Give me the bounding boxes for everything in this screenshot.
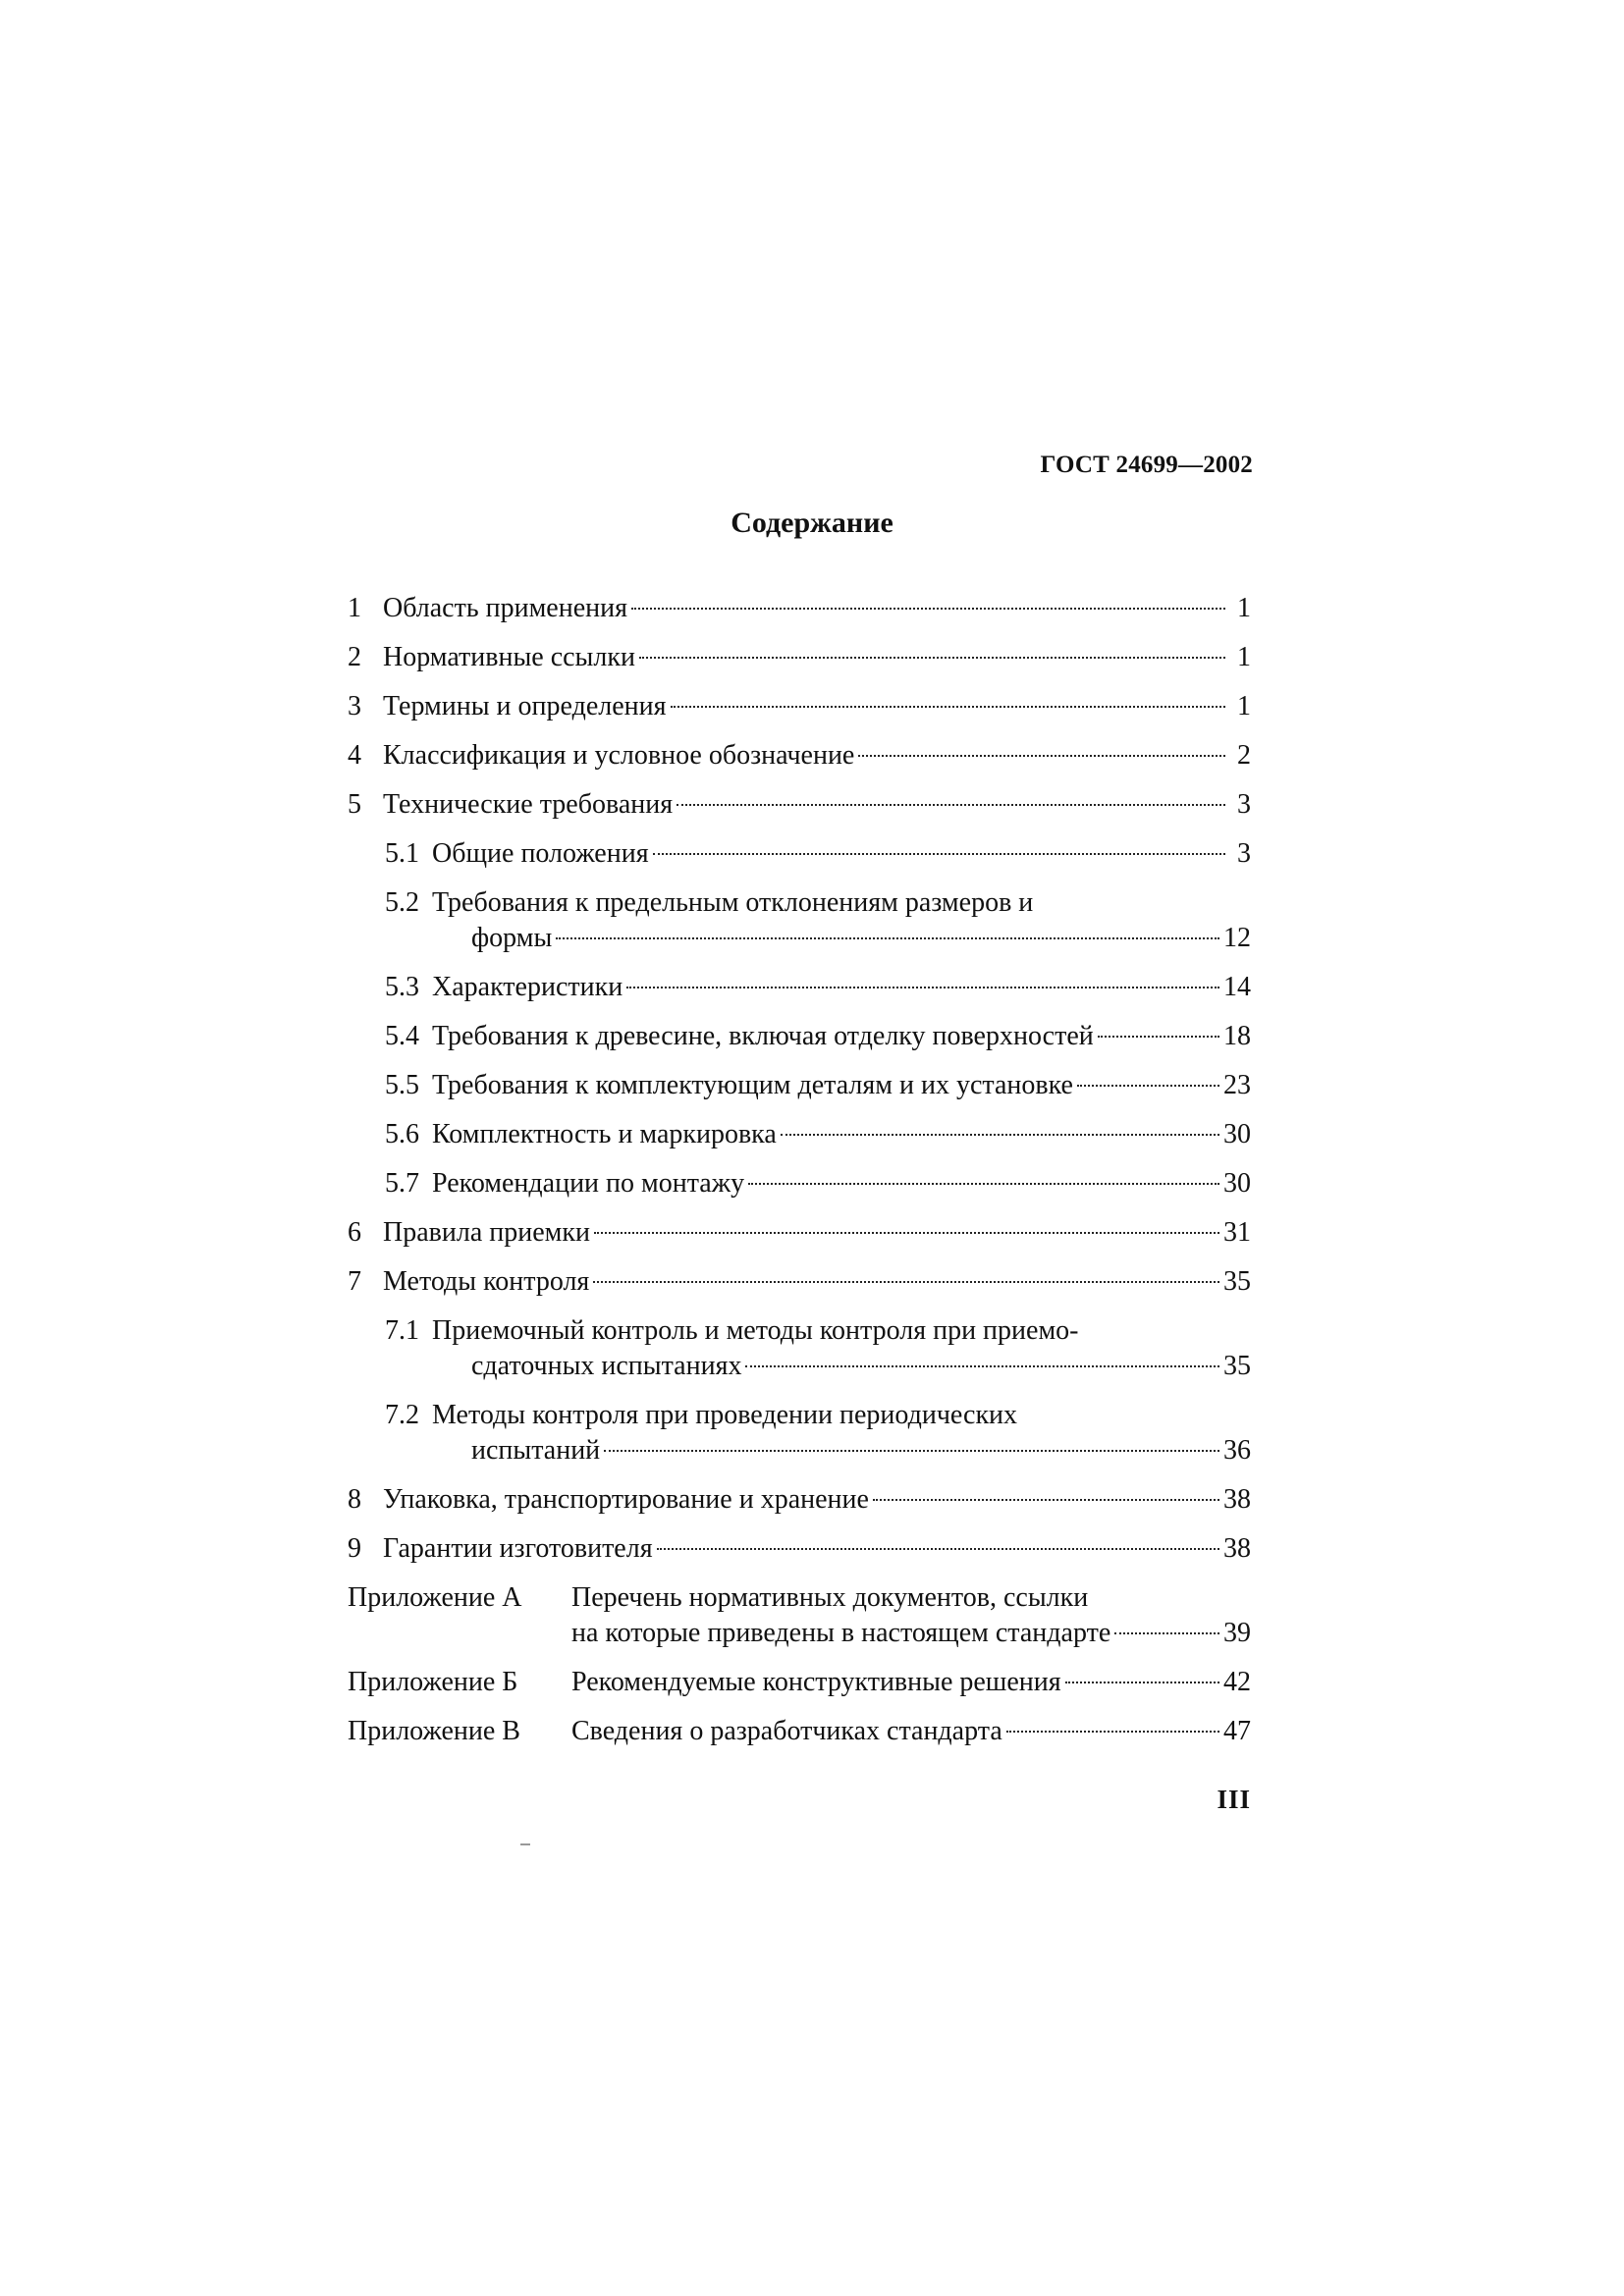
toc-entry-page: 36 [1223, 1435, 1251, 1466]
toc-entry-title: Требования к древесине, включая отделку поверхностей [432, 1021, 1094, 1051]
appendix-label: Приложение А [348, 1582, 522, 1613]
scan-speck [520, 1843, 530, 1845]
toc-entry-number: 8 [348, 1484, 361, 1515]
toc-entry-number: 3 [348, 691, 361, 721]
toc-entry-1[interactable] [348, 584, 1251, 633]
toc-entry-title-line1: Методы контроля при проведении периодических [432, 1400, 1018, 1430]
toc-entry-5-3[interactable] [348, 963, 1251, 1012]
toc-entry-page: 2 [1237, 740, 1251, 771]
toc-entry-number: 5.5 [385, 1070, 419, 1100]
toc-entry-page: 38 [1223, 1484, 1251, 1515]
toc-entry-7-2[interactable] [348, 1391, 1251, 1475]
toc-entry-5-5[interactable] [348, 1061, 1251, 1110]
toc-entry-5-4[interactable] [348, 1012, 1251, 1061]
toc-entry-7[interactable] [348, 1257, 1251, 1307]
page-number: III [1217, 1785, 1251, 1814]
toc-entry-page: 23 [1223, 1070, 1251, 1100]
toc-appendix-v[interactable] [348, 1707, 1251, 1756]
toc-entry-title: Комплектность и маркировка [432, 1119, 777, 1149]
toc-entry-title: Классификация и условное обозначение [383, 740, 855, 771]
toc-entry-2[interactable] [348, 633, 1251, 682]
toc-entry-title: Общие положения [432, 838, 649, 869]
toc-entry-title: Нормативные ссылки [383, 642, 635, 672]
toc-entry-7-1[interactable] [348, 1307, 1251, 1391]
toc-entry-page: 35 [1223, 1266, 1251, 1297]
toc-entry-title-line1: Требования к предельным отклонениям размеров и [432, 887, 1034, 918]
toc-entry-5-2[interactable] [348, 879, 1251, 963]
toc-entry-5-6[interactable] [348, 1110, 1251, 1159]
toc-entry-title: Рекомендации по монтажу [432, 1168, 745, 1199]
toc-entry-number: 7.2 [385, 1400, 419, 1430]
toc-entry-title-line1: Приемочный контроль и методы контроля при приемо- [432, 1315, 1079, 1346]
table-of-contents [348, 584, 1251, 1756]
toc-entry-number: 1 [348, 593, 361, 623]
appendix-page: 42 [1223, 1667, 1251, 1697]
toc-entry-page: 38 [1223, 1533, 1251, 1564]
toc-entry-number: 5.6 [385, 1119, 419, 1149]
appendix-title-line1: Перечень нормативных документов, ссылки [571, 1582, 1089, 1613]
toc-entry-title: Требования к комплектующим деталям и их установке [432, 1070, 1073, 1100]
toc-entry-page: 1 [1237, 593, 1251, 623]
toc-entry-title: Гарантии изготовителя [383, 1533, 653, 1564]
toc-entry-page: 30 [1223, 1119, 1251, 1149]
toc-entry-4[interactable] [348, 731, 1251, 780]
toc-entry-number: 5 [348, 789, 361, 820]
toc-entry-number: 7.1 [385, 1315, 419, 1346]
toc-entry-number: 7 [348, 1266, 361, 1297]
toc-entry-number: 9 [348, 1533, 361, 1564]
document-code: ГОСТ 24699—2002 [1040, 452, 1253, 478]
toc-entry-page: 14 [1223, 972, 1251, 1002]
toc-entry-number: 6 [348, 1217, 361, 1248]
appendix-title-line2: на которые приведены в настоящем стандарте [571, 1618, 1111, 1648]
toc-entry-page: 18 [1223, 1021, 1251, 1051]
toc-entry-number: 5.7 [385, 1168, 419, 1199]
toc-entry-title-line2: формы [471, 923, 553, 953]
appendix-page: 47 [1223, 1716, 1251, 1746]
toc-entry-page: 12 [1223, 923, 1251, 953]
toc-entry-3[interactable] [348, 682, 1251, 731]
toc-entry-title: Правила приемки [383, 1217, 590, 1248]
toc-entry-page: 1 [1237, 691, 1251, 721]
toc-entry-title: Термины и определения [383, 691, 667, 721]
toc-entry-title-line2: сдаточных испытаниях [471, 1351, 742, 1381]
appendix-label: Приложение В [348, 1716, 520, 1746]
toc-entry-title: Методы контроля [383, 1266, 590, 1297]
toc-entry-number: 5.1 [385, 838, 419, 869]
toc-entry-number: 5.2 [385, 887, 419, 918]
toc-entry-5-1[interactable] [348, 829, 1251, 879]
toc-entry-number: 2 [348, 642, 361, 672]
toc-entry-number: 4 [348, 740, 361, 771]
toc-entry-number: 5.3 [385, 972, 419, 1002]
toc-entry-title: Упаковка, транспортирование и хранение [383, 1484, 869, 1515]
toc-entry-title: Характеристики [432, 972, 623, 1002]
toc-entry-page: 30 [1223, 1168, 1251, 1199]
toc-entry-number: 5.4 [385, 1021, 419, 1051]
toc-entry-page: 35 [1223, 1351, 1251, 1381]
toc-entry-5-7[interactable] [348, 1159, 1251, 1208]
toc-entry-9[interactable] [348, 1524, 1251, 1574]
toc-entry-page: 31 [1223, 1217, 1251, 1248]
appendix-page: 39 [1223, 1618, 1251, 1648]
appendix-title: Сведения о разработчиках стандарта [571, 1716, 1002, 1746]
appendix-title: Рекомендуемые конструктивные решения [571, 1667, 1061, 1697]
toc-entry-page: 3 [1237, 838, 1251, 869]
toc-title: Содержание [731, 507, 893, 539]
toc-entry-page: 3 [1237, 789, 1251, 820]
toc-entry-page: 1 [1237, 642, 1251, 672]
toc-entry-title: Область применения [383, 593, 627, 623]
toc-entry-title: Технические требования [383, 789, 674, 820]
appendix-label: Приложение Б [348, 1667, 518, 1697]
toc-entry-title-line2: испытаний [471, 1435, 601, 1466]
toc-appendix-a[interactable] [348, 1574, 1251, 1658]
toc-appendix-b[interactable] [348, 1658, 1251, 1707]
toc-entry-5[interactable] [348, 780, 1251, 829]
toc-entry-8[interactable] [348, 1475, 1251, 1524]
toc-entry-6[interactable] [348, 1208, 1251, 1257]
